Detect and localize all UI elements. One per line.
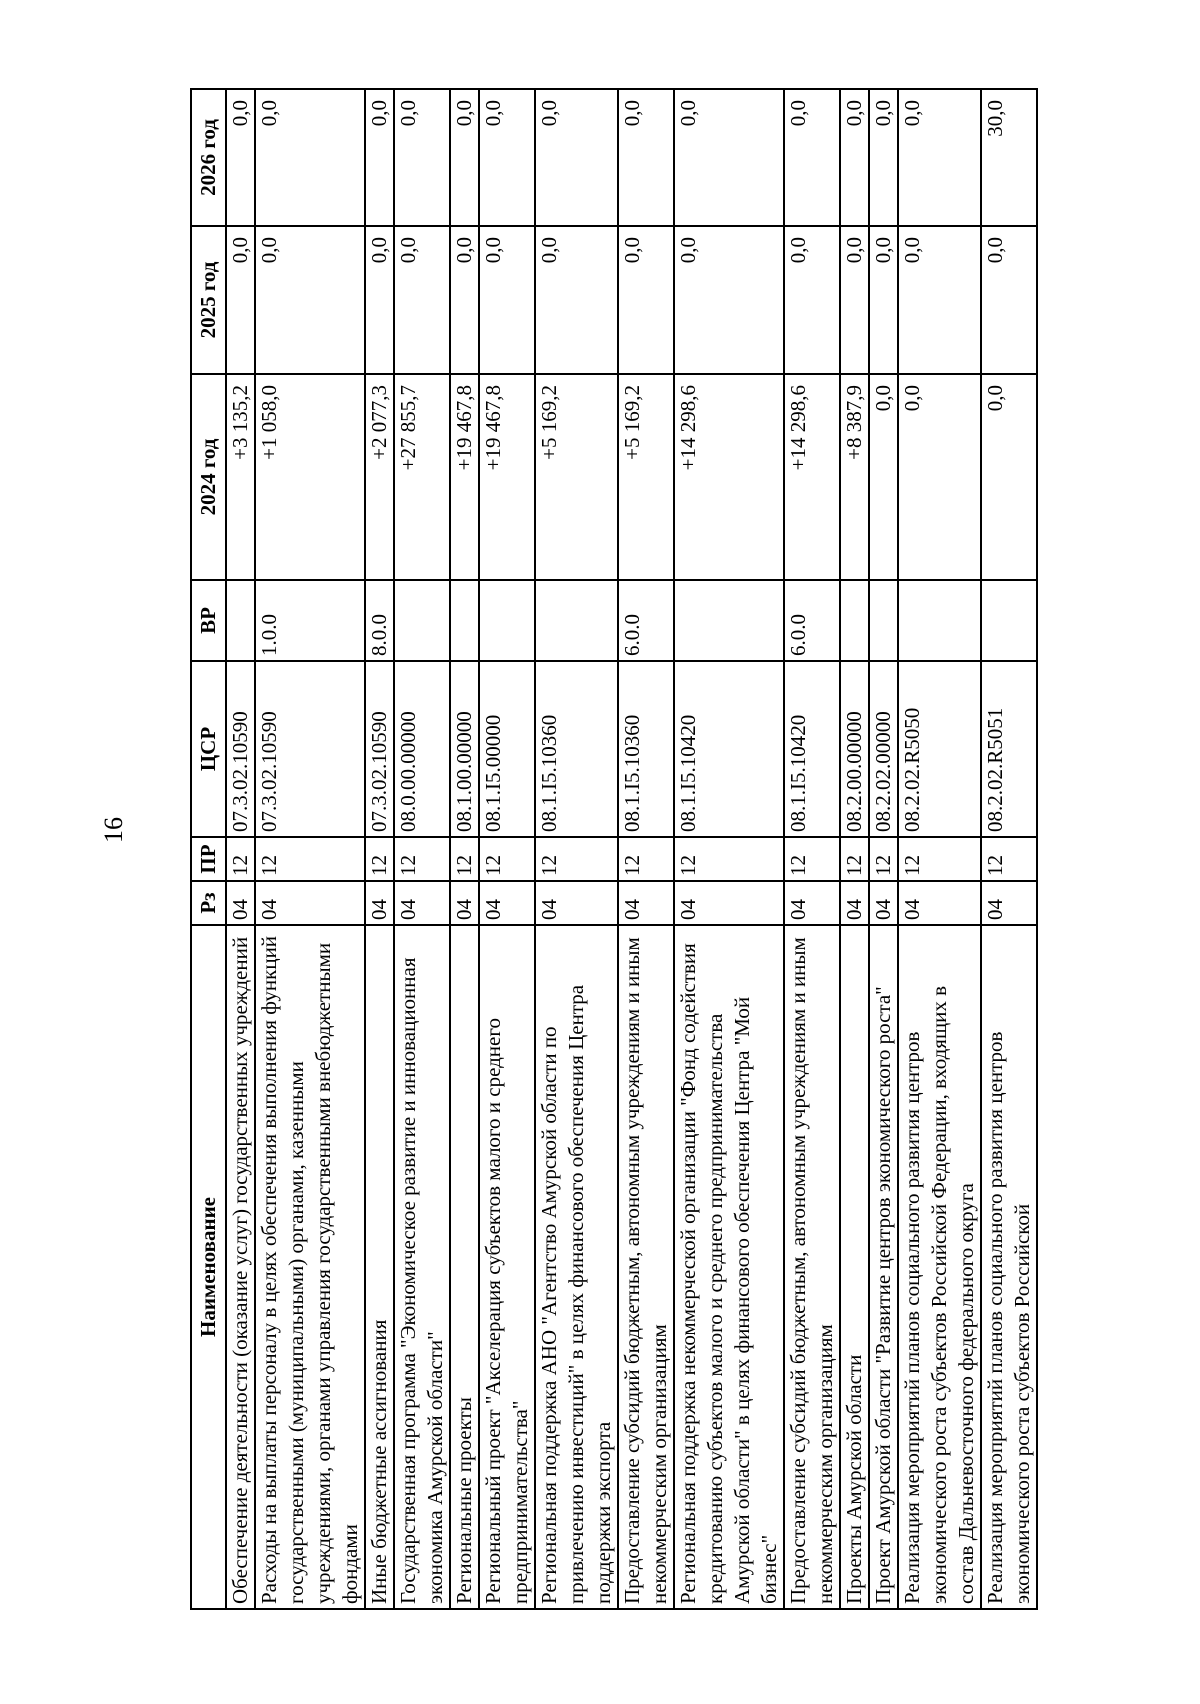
- row-pr-cell: 12: [618, 837, 674, 881]
- row-pr-cell: 12: [674, 837, 784, 881]
- row-pr-cell: 12: [226, 837, 255, 881]
- row-pr-cell: 12: [450, 837, 479, 881]
- row-2024-cell: +3 135,2: [226, 374, 255, 580]
- row-2025-cell: 0,0: [618, 226, 674, 374]
- row-2026-cell: 0,0: [784, 89, 840, 226]
- row-rz-cell: 04: [784, 881, 840, 925]
- table-row: [674, 89, 784, 1609]
- row-2025-cell: 0,0: [840, 226, 869, 374]
- row-rz-cell: 04: [226, 881, 255, 925]
- row-rz-cell: 04: [618, 881, 674, 925]
- header-vr: ВР: [191, 580, 226, 661]
- row-vr-cell: [674, 580, 784, 661]
- row-2024-cell: +5 169,2: [535, 374, 618, 580]
- row-2025-cell: 0,0: [674, 226, 784, 374]
- row-vr-cell: 6.0.0: [784, 580, 840, 661]
- row-pr-cell: 12: [784, 837, 840, 881]
- row-csr-cell: 07.3.02.10590: [226, 661, 255, 837]
- budget-table-container: [190, 90, 1066, 1610]
- row-csr-cell: 08.1.00.00000: [450, 661, 479, 837]
- row-2026-cell: 30,0: [981, 89, 1037, 226]
- row-vr-cell: [226, 580, 255, 661]
- row-2024-cell: +2 077,3: [365, 374, 394, 580]
- row-rz-cell: 04: [840, 881, 869, 925]
- row-name-cell: Государственная программа "Экономическое развитие и инновационная экономика Амурской области": [394, 925, 450, 1609]
- row-pr-cell: 12: [394, 837, 450, 881]
- table-row: [981, 89, 1037, 1609]
- table-row: [618, 89, 674, 1609]
- row-pr-cell: 12: [479, 837, 535, 881]
- table-body: [226, 89, 1037, 1609]
- row-name-cell: Предоставление субсидий бюджетным, автономным учреждениям и иным некоммерческим организациям: [618, 925, 674, 1609]
- row-2024-cell: +14 298,6: [674, 374, 784, 580]
- row-2024-cell: +27 855,7: [394, 374, 450, 580]
- row-csr-cell: 08.2.00.00000: [840, 661, 869, 837]
- row-pr-cell: 12: [898, 837, 981, 881]
- row-2026-cell: 0,0: [618, 89, 674, 226]
- row-csr-cell: 08.1.I5.10420: [674, 661, 784, 837]
- row-2026-cell: 0,0: [840, 89, 869, 226]
- row-csr-cell: 08.2.02.R5051: [981, 661, 1037, 837]
- row-name-cell: Региональные проекты: [450, 925, 479, 1609]
- row-pr-cell: 12: [840, 837, 869, 881]
- row-csr-cell: 08.1.I5.10360: [618, 661, 674, 837]
- row-vr-cell: [450, 580, 479, 661]
- row-csr-cell: 07.3.02.10590: [255, 661, 365, 837]
- row-pr-cell: 12: [869, 837, 898, 881]
- row-vr-cell: 1.0.0: [255, 580, 365, 661]
- row-2026-cell: 0,0: [479, 89, 535, 226]
- row-2024-cell: +8 387,9: [840, 374, 869, 580]
- row-csr-cell: 08.1.I5.10360: [535, 661, 618, 837]
- row-name-cell: Обеспечение деятельности (оказание услуг) государственных учреждений: [226, 925, 255, 1609]
- header-2024: 2024 год: [191, 374, 226, 580]
- row-2024-cell: +19 467,8: [479, 374, 535, 580]
- row-2026-cell: 0,0: [869, 89, 898, 226]
- header-rz: Рз: [191, 881, 226, 925]
- row-vr-cell: [535, 580, 618, 661]
- row-2026-cell: 0,0: [674, 89, 784, 226]
- table-row: [226, 89, 255, 1609]
- row-rz-cell: 04: [450, 881, 479, 925]
- header-csr: ЦСР: [191, 661, 226, 837]
- row-2025-cell: 0,0: [535, 226, 618, 374]
- table-row: [898, 89, 981, 1609]
- row-pr-cell: 12: [981, 837, 1037, 881]
- row-name-cell: Проекты Амурской области: [840, 925, 869, 1609]
- table-header-row: [191, 89, 226, 1609]
- table-row: [535, 89, 618, 1609]
- row-vr-cell: [981, 580, 1037, 661]
- row-name-cell: Иные бюджетные ассигнования: [365, 925, 394, 1609]
- row-csr-cell: 08.0.00.00000: [394, 661, 450, 837]
- row-vr-cell: 6.0.0: [618, 580, 674, 661]
- row-rz-cell: 04: [479, 881, 535, 925]
- row-name-cell: Проект Амурской области "Развитие центров экономического роста": [869, 925, 898, 1609]
- row-csr-cell: 08.1.I5.10420: [784, 661, 840, 837]
- row-vr-cell: [394, 580, 450, 661]
- row-2026-cell: 0,0: [255, 89, 365, 226]
- table-row: [869, 89, 898, 1609]
- row-2026-cell: 0,0: [394, 89, 450, 226]
- row-csr-cell: 08.2.02.00000: [869, 661, 898, 837]
- table-row: [255, 89, 365, 1609]
- row-rz-cell: 04: [255, 881, 365, 925]
- row-2025-cell: 0,0: [365, 226, 394, 374]
- row-rz-cell: 04: [869, 881, 898, 925]
- row-rz-cell: 04: [674, 881, 784, 925]
- row-2025-cell: 0,0: [869, 226, 898, 374]
- row-2025-cell: 0,0: [898, 226, 981, 374]
- row-vr-cell: [479, 580, 535, 661]
- row-vr-cell: [840, 580, 869, 661]
- table-row: [479, 89, 535, 1609]
- row-2025-cell: 0,0: [981, 226, 1037, 374]
- row-name-cell: Региональный проект "Акселерация субъектов малого и среднего предпринимательства": [479, 925, 535, 1609]
- row-csr-cell: 08.1.I5.00000: [479, 661, 535, 837]
- row-pr-cell: 12: [535, 837, 618, 881]
- budget-table: [190, 88, 1038, 1610]
- row-rz-cell: 04: [981, 881, 1037, 925]
- row-rz-cell: 04: [365, 881, 394, 925]
- row-name-cell: Предоставление субсидий бюджетным, автономным учреждениям и иным некоммерческим организациям: [784, 925, 840, 1609]
- row-2024-cell: 0,0: [869, 374, 898, 580]
- row-name-cell: Расходы на выплаты персоналу в целях обеспечения выполнения функций государственными (муниципальными) органами, казенными учреждениями, органами управления государственными внебюджетными фондами: [255, 925, 365, 1609]
- row-2025-cell: 0,0: [226, 226, 255, 374]
- row-rz-cell: 04: [535, 881, 618, 925]
- row-2024-cell: 0,0: [981, 374, 1037, 580]
- row-name-cell: Региональная поддержка некоммерческой организации "Фонд содействия кредитованию субъектов малого и среднего предпринимательства Амурской области" в целях финансового обеспечения Центра "Мой бизнес": [674, 925, 784, 1609]
- header-name: Наименование: [191, 925, 226, 1609]
- table-row: [365, 89, 394, 1609]
- row-pr-cell: 12: [255, 837, 365, 881]
- row-2026-cell: 0,0: [226, 89, 255, 226]
- row-csr-cell: 08.2.02.R5050: [898, 661, 981, 837]
- header-2026: 2026 год: [191, 89, 226, 226]
- table-row: [784, 89, 840, 1609]
- row-vr-cell: [869, 580, 898, 661]
- row-2025-cell: 0,0: [255, 226, 365, 374]
- row-2024-cell: 0,0: [898, 374, 981, 580]
- row-vr-cell: 8.0.0: [365, 580, 394, 661]
- row-name-cell: Реализация мероприятий планов социального развития центров экономического роста субъектов Российской: [981, 925, 1037, 1609]
- row-name-cell: Реализация мероприятий планов социального развития центров экономического роста субъектов Российской Федерации, входящих в состав Дальневосточного федерального округа: [898, 925, 981, 1609]
- header-2025: 2025 год: [191, 226, 226, 374]
- row-2025-cell: 0,0: [394, 226, 450, 374]
- row-name-cell: Региональная поддержка АНО "Агентство Амурской области по привлечению инвестиций" в целях финансового обеспечения Центра поддержки экспорта: [535, 925, 618, 1609]
- row-2025-cell: 0,0: [479, 226, 535, 374]
- row-2024-cell: +14 298,6: [784, 374, 840, 580]
- row-2025-cell: 0,0: [450, 226, 479, 374]
- row-rz-cell: 04: [394, 881, 450, 925]
- row-csr-cell: 07.3.02.10590: [365, 661, 394, 837]
- row-2024-cell: +1 058,0: [255, 374, 365, 580]
- row-2025-cell: 0,0: [784, 226, 840, 374]
- row-2026-cell: 0,0: [365, 89, 394, 226]
- table-row: [840, 89, 869, 1609]
- page-number: 16: [99, 817, 128, 843]
- row-rz-cell: 04: [898, 881, 981, 925]
- row-vr-cell: [898, 580, 981, 661]
- row-pr-cell: 12: [365, 837, 394, 881]
- row-2024-cell: +5 169,2: [618, 374, 674, 580]
- row-2026-cell: 0,0: [535, 89, 618, 226]
- table-row: [450, 89, 479, 1609]
- row-2026-cell: 0,0: [450, 89, 479, 226]
- table-row: [394, 89, 450, 1609]
- row-2024-cell: +19 467,8: [450, 374, 479, 580]
- header-pr: ПР: [191, 837, 226, 881]
- row-2026-cell: 0,0: [898, 89, 981, 226]
